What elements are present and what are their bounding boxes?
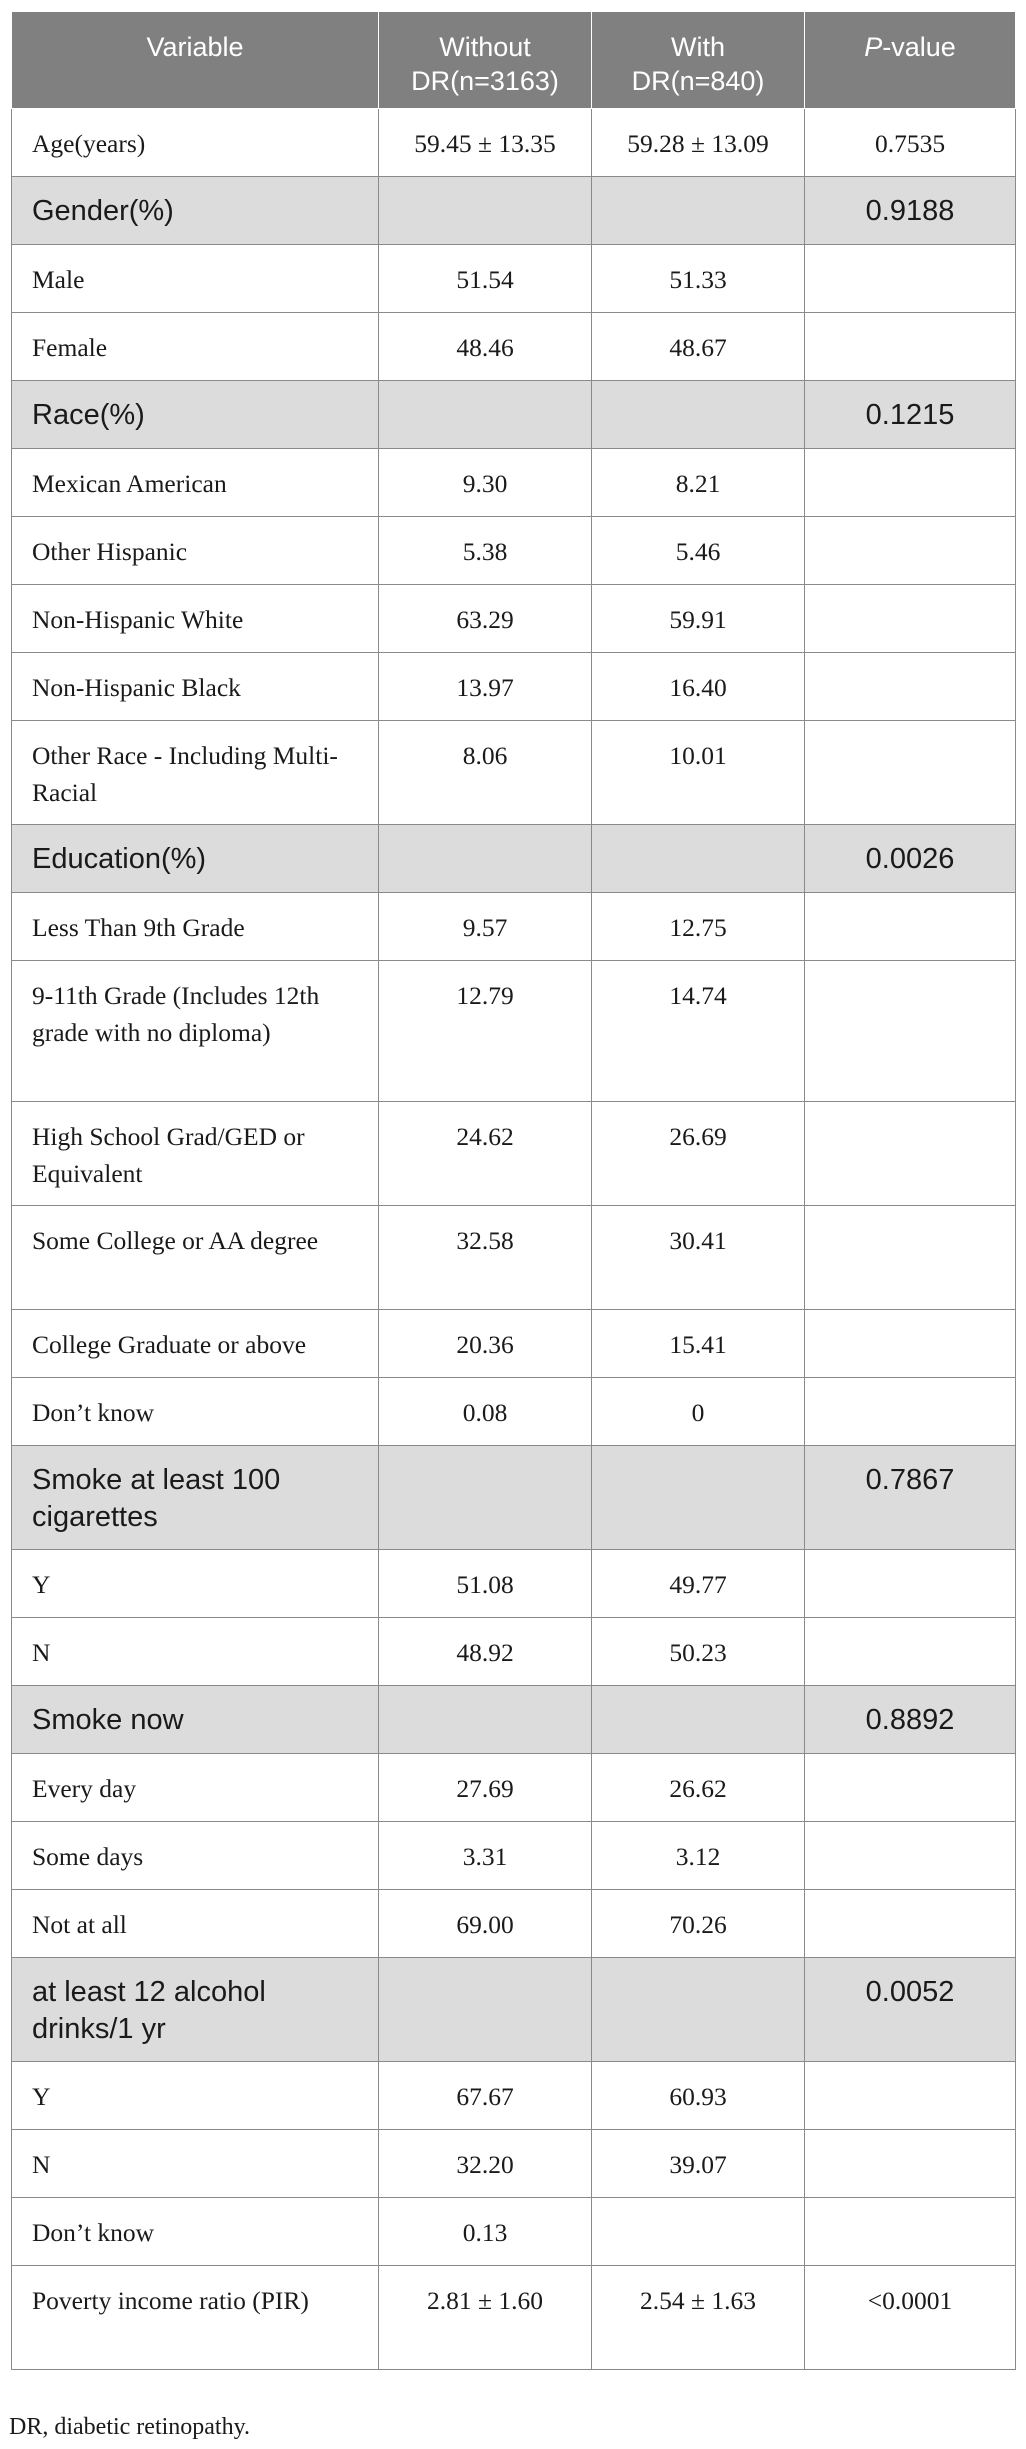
table-section-row — [12, 825, 1016, 893]
variable-cell: Poverty income ratio (PIR) — [12, 2266, 379, 2370]
without-dr-cell: 59.45 ± 13.35 — [379, 109, 592, 177]
with-dr-cell: 48.67 — [592, 313, 805, 381]
with-dr-cell: 50.23 — [592, 1618, 805, 1686]
table-section-row — [12, 177, 1016, 245]
with-dr-cell: 15.41 — [592, 1310, 805, 1378]
table-row — [12, 585, 1016, 653]
without-dr-cell: 20.36 — [379, 1310, 592, 1378]
with-dr-cell — [592, 177, 805, 245]
without-dr-cell: 9.30 — [379, 449, 592, 517]
variable-cell: Some days — [12, 1822, 379, 1890]
p-value-cell — [805, 1206, 1016, 1310]
p-value-cell: <0.0001 — [805, 2266, 1016, 2370]
variable-cell: Every day — [12, 1754, 379, 1822]
with-dr-cell — [592, 381, 805, 449]
with-dr-cell: 30.41 — [592, 1206, 805, 1310]
header-without-dr: Without DR(n=3163) — [379, 12, 592, 109]
without-dr-cell — [379, 1958, 592, 2062]
p-value-cell — [805, 893, 1016, 961]
variable-cell: Other Race - Including Multi-Racial — [12, 721, 379, 825]
without-dr-cell: 0.08 — [379, 1378, 592, 1446]
table-row — [12, 893, 1016, 961]
p-value-cell — [805, 1102, 1016, 1206]
without-dr-cell: 67.67 — [379, 2062, 592, 2130]
with-dr-cell — [592, 1958, 805, 2062]
without-dr-cell — [379, 177, 592, 245]
table-row — [12, 1890, 1016, 1958]
with-dr-cell: 51.33 — [592, 245, 805, 313]
p-value-cell — [805, 961, 1016, 1102]
p-value-cell — [805, 2062, 1016, 2130]
without-dr-cell: 9.57 — [379, 893, 592, 961]
p-value-cell — [805, 245, 1016, 313]
table-row — [12, 1310, 1016, 1378]
variable-cell: at least 12 alcohol drinks/1 yr — [12, 1958, 379, 2062]
table-row — [12, 1378, 1016, 1446]
p-value-cell — [805, 449, 1016, 517]
p-value-cell — [805, 313, 1016, 381]
with-dr-cell: 26.69 — [592, 1102, 805, 1206]
p-value-cell — [805, 1822, 1016, 1890]
variable-cell: N — [12, 2130, 379, 2198]
variable-cell: Don’t know — [12, 1378, 379, 1446]
with-dr-cell: 5.46 — [592, 517, 805, 585]
table-row — [12, 313, 1016, 381]
p-value-cell — [805, 1618, 1016, 1686]
p-value-cell — [805, 1550, 1016, 1618]
with-dr-cell — [592, 1446, 805, 1550]
with-dr-cell: 70.26 — [592, 1890, 805, 1958]
without-dr-cell: 0.13 — [379, 2198, 592, 2266]
with-dr-cell: 10.01 — [592, 721, 805, 825]
header-with-dr: With DR(n=840) — [592, 12, 805, 109]
header-p-rest: -value — [882, 32, 956, 62]
variable-cell: Male — [12, 245, 379, 313]
table-section-row — [12, 1446, 1016, 1550]
with-dr-cell: 0 — [592, 1378, 805, 1446]
table-row — [12, 1550, 1016, 1618]
without-dr-cell: 32.20 — [379, 2130, 592, 2198]
variable-cell: 9-11th Grade (Includes 12th grade with no diploma) — [12, 961, 379, 1102]
with-dr-cell: 59.28 ± 13.09 — [592, 109, 805, 177]
table-section-row — [12, 1686, 1016, 1754]
table-section-row — [12, 1958, 1016, 2062]
table-row — [12, 2266, 1016, 2370]
without-dr-cell: 8.06 — [379, 721, 592, 825]
p-value-cell — [805, 517, 1016, 585]
without-dr-cell: 51.54 — [379, 245, 592, 313]
p-value-cell — [805, 653, 1016, 721]
with-dr-cell: 2.54 ± 1.63 — [592, 2266, 805, 2370]
variable-cell: Smoke at least 100 cigarettes — [12, 1446, 379, 1550]
variable-cell: Female — [12, 313, 379, 381]
table-section-row — [12, 381, 1016, 449]
p-value-cell — [805, 585, 1016, 653]
without-dr-cell — [379, 381, 592, 449]
variable-cell: College Graduate or above — [12, 1310, 379, 1378]
without-dr-cell: 51.08 — [379, 1550, 592, 1618]
with-dr-cell: 14.74 — [592, 961, 805, 1102]
without-dr-cell — [379, 1446, 592, 1550]
without-dr-cell: 24.62 — [379, 1102, 592, 1206]
without-dr-cell: 3.31 — [379, 1822, 592, 1890]
variable-cell: High School Grad/GED or Equivalent — [12, 1102, 379, 1206]
with-dr-cell: 49.77 — [592, 1550, 805, 1618]
table-row — [12, 245, 1016, 313]
table-row — [12, 517, 1016, 585]
with-dr-cell: 8.21 — [592, 449, 805, 517]
table-row — [12, 1822, 1016, 1890]
variable-cell: Y — [12, 2062, 379, 2130]
table-row — [12, 653, 1016, 721]
p-value-cell — [805, 2130, 1016, 2198]
table-body — [12, 109, 1016, 2370]
table-footnote: DR, diabetic retinopathy. — [9, 2414, 251, 2440]
with-dr-cell: 59.91 — [592, 585, 805, 653]
with-dr-cell: 26.62 — [592, 1754, 805, 1822]
p-value-cell: 0.0052 — [805, 1958, 1016, 2062]
header-p-value — [805, 12, 1016, 109]
variable-cell: Non-Hispanic White — [12, 585, 379, 653]
variable-cell: Not at all — [12, 1890, 379, 1958]
p-value-cell — [805, 1890, 1016, 1958]
p-value-cell: 0.9188 — [805, 177, 1016, 245]
stats-table-container — [11, 11, 1015, 2370]
variable-cell: Don’t know — [12, 2198, 379, 2266]
table-row — [12, 109, 1016, 177]
table-row — [12, 2130, 1016, 2198]
variable-cell: Y — [12, 1550, 379, 1618]
with-dr-cell — [592, 825, 805, 893]
variable-cell: Age(years) — [12, 109, 379, 177]
without-dr-cell: 27.69 — [379, 1754, 592, 1822]
with-dr-cell: 60.93 — [592, 2062, 805, 2130]
without-dr-cell: 2.81 ± 1.60 — [379, 2266, 592, 2370]
variable-cell: Gender(%) — [12, 177, 379, 245]
without-dr-cell: 5.38 — [379, 517, 592, 585]
with-dr-cell — [592, 1686, 805, 1754]
characteristics-table — [11, 11, 1016, 2370]
p-value-cell — [805, 1310, 1016, 1378]
variable-cell: N — [12, 1618, 379, 1686]
without-dr-cell: 13.97 — [379, 653, 592, 721]
variable-cell: Less Than 9th Grade — [12, 893, 379, 961]
p-value-cell — [805, 1378, 1016, 1446]
with-dr-cell — [592, 2198, 805, 2266]
table-row — [12, 1618, 1016, 1686]
table-row — [12, 2062, 1016, 2130]
p-value-cell: 0.7867 — [805, 1446, 1016, 1550]
with-dr-cell: 39.07 — [592, 2130, 805, 2198]
table-row — [12, 961, 1016, 1102]
without-dr-cell: 69.00 — [379, 1890, 592, 1958]
without-dr-cell: 63.29 — [379, 585, 592, 653]
without-dr-cell: 48.46 — [379, 313, 592, 381]
table-row — [12, 1754, 1016, 1822]
with-dr-cell: 3.12 — [592, 1822, 805, 1890]
variable-cell: Race(%) — [12, 381, 379, 449]
without-dr-cell — [379, 1686, 592, 1754]
variable-cell: Smoke now — [12, 1686, 379, 1754]
without-dr-cell: 12.79 — [379, 961, 592, 1102]
p-value-cell — [805, 1754, 1016, 1822]
p-value-cell: 0.8892 — [805, 1686, 1016, 1754]
table-row — [12, 1206, 1016, 1310]
table-row — [12, 2198, 1016, 2266]
p-value-cell — [805, 721, 1016, 825]
p-value-cell: 0.7535 — [805, 109, 1016, 177]
p-value-cell: 0.1215 — [805, 381, 1016, 449]
variable-cell: Other Hispanic — [12, 517, 379, 585]
variable-cell: Non-Hispanic Black — [12, 653, 379, 721]
with-dr-cell: 12.75 — [592, 893, 805, 961]
without-dr-cell — [379, 825, 592, 893]
without-dr-cell: 48.92 — [379, 1618, 592, 1686]
without-dr-cell: 32.58 — [379, 1206, 592, 1310]
p-value-cell: 0.0026 — [805, 825, 1016, 893]
table-row — [12, 1102, 1016, 1206]
table-row — [12, 449, 1016, 517]
p-value-cell — [805, 2198, 1016, 2266]
header-p-italic: P — [864, 32, 883, 62]
header-variable: Variable — [12, 12, 379, 109]
variable-cell: Some College or AA degree — [12, 1206, 379, 1310]
variable-cell: Education(%) — [12, 825, 379, 893]
table-header-row — [12, 12, 1016, 109]
with-dr-cell: 16.40 — [592, 653, 805, 721]
table-row — [12, 721, 1016, 825]
variable-cell: Mexican American — [12, 449, 379, 517]
